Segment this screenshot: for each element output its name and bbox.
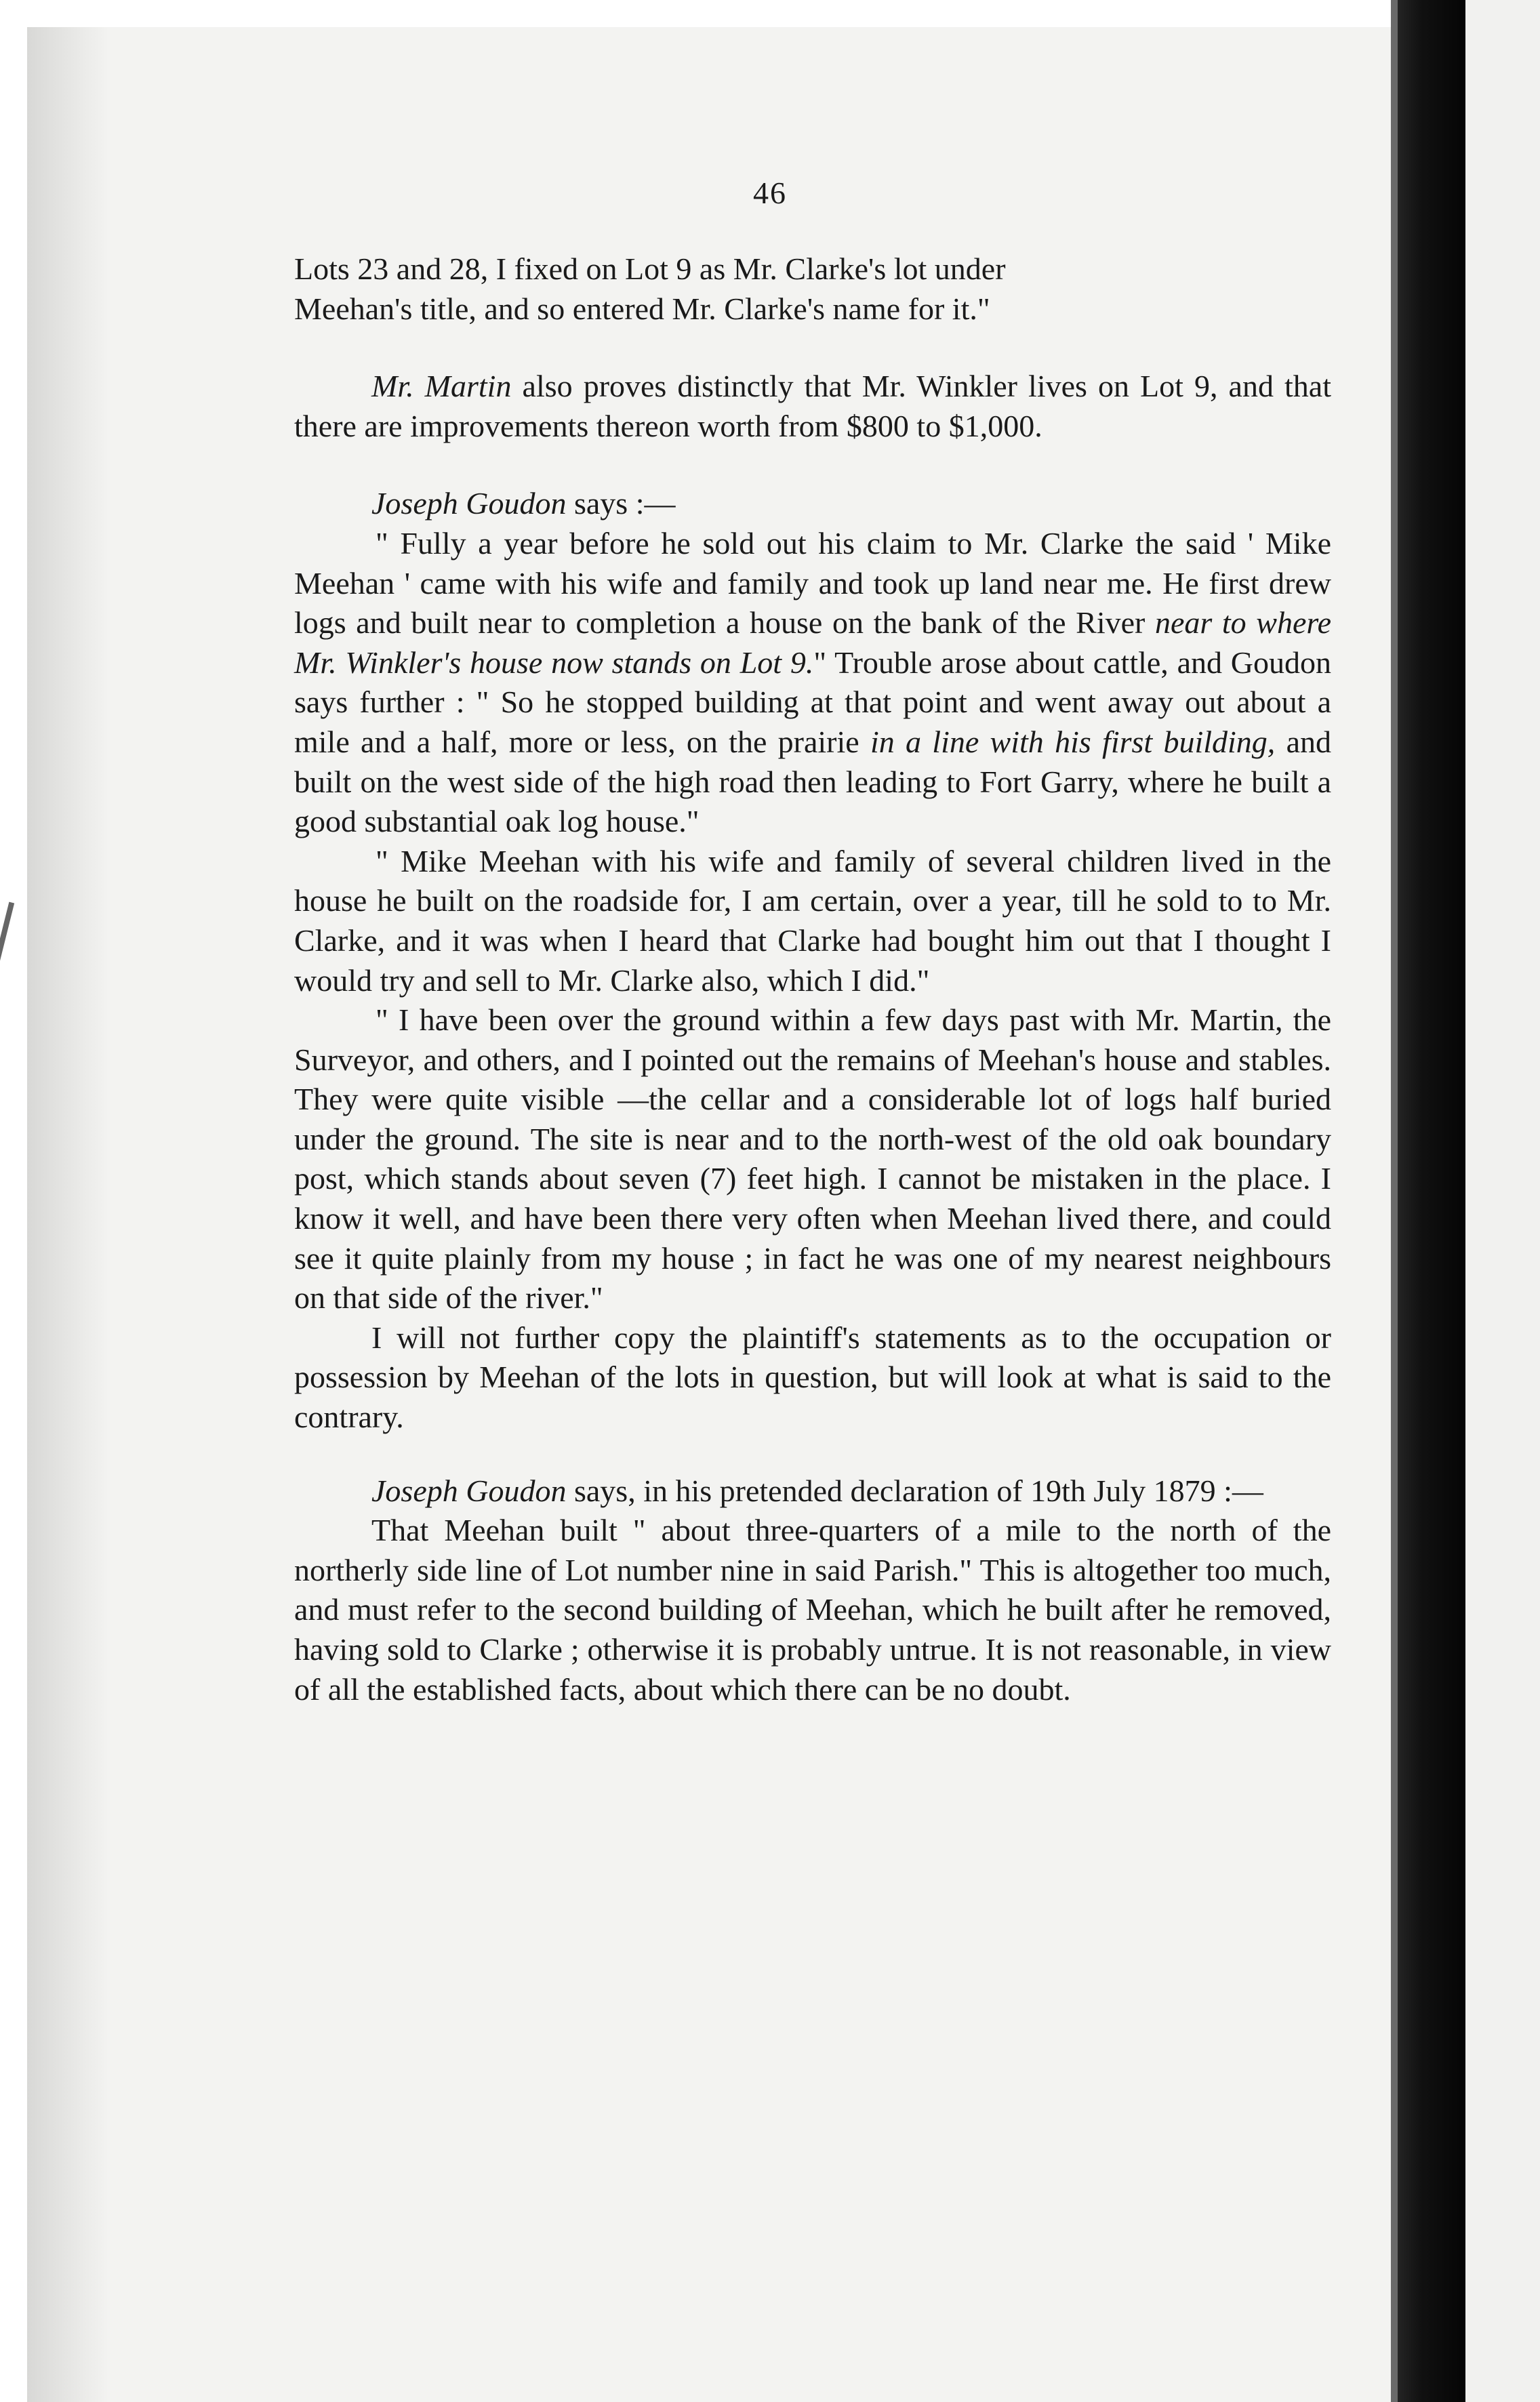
paragraph-text: also proves distinctly that Mr. Winkler lives on Lot 9, and that there are improvements thereon worth from $800 to $1,000. <box>294 369 1331 443</box>
paragraph-meehan-built: That Meehan built " about three-quarters of a mile to the north of the northerly side line of Lot number nine in said Parish." This is altogether too much, and must refer to the second building of Meehan, which he built after he removed, having sold to Clarke ; otherwise it is probably untrue. It is not reasonable, in view of all the established facts, about which there can be no doubt. <box>294 1513 1331 1707</box>
page-edge-shadow <box>27 27 108 2402</box>
book-gutter <box>1391 0 1465 2402</box>
quote-paragraph: " Mike Meehan with his wife and family of several children lived in the house he built on the roadside for, I am certain, over a year, till he sold to to Mr. Clarke, and it was when I heard that Clarke had bought him out that I thought I would try and sell to Mr. Clarke also, which I did." <box>294 843 1331 998</box>
paragraph-martin <box>294 367 1331 446</box>
quote-text: " Fully a year before he sold out his claim to Mr. Clarke the said ' Mike Meehan ' came with his wife and family and took up land near me. He first drew logs and built near to completion a house on the bank of the River <box>294 525 1331 640</box>
says-text: says :— <box>566 486 676 521</box>
main-text <box>294 249 1331 1709</box>
quote-text: " Trouble arose about cattle, and Goudon says further : " So he stopped building at that point and went away out about a mile and a half, more or less, on the prairie <box>294 645 1331 759</box>
right-page <box>1465 0 1540 2402</box>
gutter-edge <box>1391 0 1398 2402</box>
quote-paragraph: " I have been over the ground within a few days past with Mr. Martin, the Surveyor, and others, and I pointed out the remains of Meehan's house and stables. They were quite visible —the cellar and a considerable lot of logs half buried under the ground. The site is near and to the north-west of the old oak boundary post, which stands about seven (7) feet high. I cannot be mistaken in the place. I know it well, and have been there very often when Meehan lived there, and could see it quite plainly from my house ; in fact he was one of my nearest neighbours on that side of the river." <box>294 1002 1331 1316</box>
margin-mark <box>0 902 14 976</box>
text-line: Lots 23 and 28, I fixed on Lot 9 as Mr. Clarke's lot under <box>294 251 1006 286</box>
speaker-intro <box>294 484 1331 524</box>
speaker-intro <box>294 1471 1331 1511</box>
page-number: 46 <box>753 176 787 210</box>
text-line: Meehan's title, and so entered Mr. Clarke's name for it." <box>294 291 990 326</box>
paragraph-continuation <box>294 249 1331 329</box>
paragraph-text: says, in his pretended declaration of 19th July 1879 :— <box>566 1473 1263 1508</box>
quote-text: and built on the west side of the high road then leading to Fort Garry, where he built a good substantial oak log house." <box>294 724 1332 839</box>
paragraph-commentary: I will not further copy the plaintiff's statements as to the occupation or possession by Meehan of the lots in question, but will look at what is said to the contrary. <box>294 1320 1331 1435</box>
quote-emphasis: in a line with his first building, <box>870 724 1276 759</box>
speaker-name: Joseph Goudon <box>371 1473 567 1508</box>
speaker-name: Mr. Martin <box>371 369 512 404</box>
speaker-name: Joseph Goudon <box>371 486 567 521</box>
quote-paragraph <box>294 524 1331 842</box>
quote-emphasis: near to where Mr. Winkler's house now stands on Lot 9. <box>294 605 1332 680</box>
